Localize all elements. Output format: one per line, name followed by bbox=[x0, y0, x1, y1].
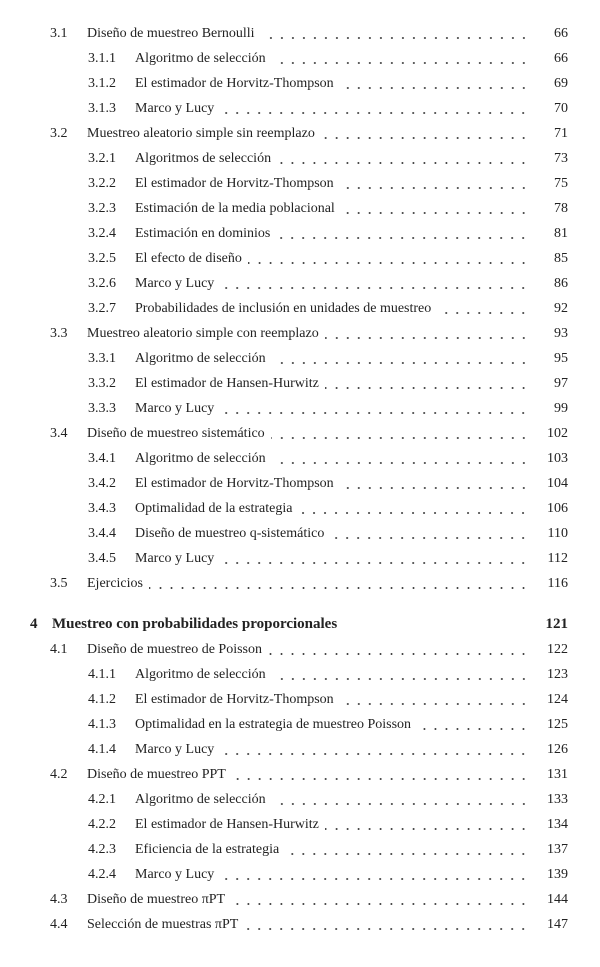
dot-leader bbox=[330, 527, 532, 541]
dot-leader bbox=[285, 843, 532, 857]
dot-leader bbox=[298, 502, 532, 516]
entry-page-number: 66 bbox=[554, 50, 568, 66]
entry-number: 3.3 bbox=[50, 325, 68, 341]
entry-title: Optimalidad de la estrategia bbox=[135, 500, 293, 516]
dot-leader bbox=[268, 643, 532, 657]
toc-section-entry[interactable] bbox=[0, 321, 600, 346]
toc-subsection-entry[interactable] bbox=[0, 787, 600, 812]
entry-number: 3.3.2 bbox=[88, 375, 116, 391]
entry-title: El estimador de Horvitz-Thompson bbox=[135, 75, 334, 91]
toc-subsection-entry[interactable] bbox=[0, 737, 600, 762]
entry-page-number: 137 bbox=[547, 841, 568, 857]
dot-leader bbox=[325, 377, 532, 391]
entry-number: 3.2.5 bbox=[88, 250, 116, 266]
toc-subsection-entry[interactable] bbox=[0, 96, 600, 121]
toc-section-entry[interactable] bbox=[0, 762, 600, 787]
entry-page-number: 134 bbox=[547, 816, 568, 832]
dot-leader bbox=[276, 227, 532, 241]
entry-number: 3.4 bbox=[50, 425, 68, 441]
dot-leader bbox=[220, 868, 532, 882]
toc-subsection-entry[interactable] bbox=[0, 862, 600, 887]
entry-number: 4.2.1 bbox=[88, 791, 116, 807]
entry-title: Selección de muestras πPT bbox=[87, 916, 239, 932]
entry-title: Algoritmo de selección bbox=[135, 350, 266, 366]
entry-title: Ejercicios bbox=[87, 575, 143, 591]
entry-page-number: 125 bbox=[547, 716, 568, 732]
entry-number: 3.2.1 bbox=[88, 150, 116, 166]
entry-number: 3.1.3 bbox=[88, 100, 116, 116]
dot-leader bbox=[340, 177, 532, 191]
dot-leader bbox=[220, 277, 532, 291]
entry-number: 4.3 bbox=[50, 891, 68, 907]
entry-page-number: 95 bbox=[554, 350, 568, 366]
toc-subsection-entry[interactable] bbox=[0, 171, 600, 196]
entry-page-number: 139 bbox=[547, 866, 568, 882]
entry-page-number: 133 bbox=[547, 791, 568, 807]
toc-subsection-entry[interactable] bbox=[0, 221, 600, 246]
toc-section-entry[interactable] bbox=[0, 637, 600, 662]
entry-number: 3.1 bbox=[50, 25, 68, 41]
entry-title: Marco y Lucy bbox=[135, 741, 215, 757]
entry-number: 4.1.3 bbox=[88, 716, 116, 732]
entry-title: Diseño de muestreo de Poisson bbox=[87, 641, 262, 657]
entry-number: 3.2.6 bbox=[88, 275, 116, 291]
toc-subsection-entry[interactable] bbox=[0, 496, 600, 521]
dot-leader bbox=[272, 352, 532, 366]
entry-page-number: 85 bbox=[554, 250, 568, 266]
toc-section-entry[interactable] bbox=[0, 887, 600, 912]
dot-leader bbox=[325, 818, 532, 832]
entry-number: 3.3.3 bbox=[88, 400, 116, 416]
entry-number: 3.4.5 bbox=[88, 550, 116, 566]
entry-title: El estimador de Horvitz-Thompson bbox=[135, 691, 334, 707]
entry-title: Marco y Lucy bbox=[135, 100, 215, 116]
dot-leader bbox=[272, 668, 532, 682]
dot-leader bbox=[220, 102, 532, 116]
entry-page-number: 103 bbox=[547, 450, 568, 466]
entry-number: 4.2.4 bbox=[88, 866, 116, 882]
dot-leader bbox=[341, 202, 532, 216]
toc-subsection-entry[interactable] bbox=[0, 346, 600, 371]
toc-subsection-entry[interactable] bbox=[0, 46, 600, 71]
entry-number: 4.2.3 bbox=[88, 841, 116, 857]
toc-section-entry[interactable] bbox=[0, 912, 600, 937]
entry-title: El estimador de Hansen-Hurwitz bbox=[135, 375, 319, 391]
entry-page-number: 102 bbox=[547, 425, 568, 441]
entry-title: Optimalidad en la estrategia de muestreo Poisson bbox=[135, 716, 412, 732]
entry-page-number: 66 bbox=[554, 25, 568, 41]
entry-number: 4.4 bbox=[50, 916, 68, 932]
toc-subsection-entry[interactable] bbox=[0, 662, 600, 687]
entry-page-number: 116 bbox=[547, 575, 568, 591]
toc-subsection-entry[interactable] bbox=[0, 812, 600, 837]
toc-subsection-entry[interactable] bbox=[0, 837, 600, 862]
entry-title: El estimador de Horvitz-Thompson bbox=[135, 475, 334, 491]
entry-number: 4.2.2 bbox=[88, 816, 116, 832]
entry-number: 3.2.7 bbox=[88, 300, 116, 316]
entry-number: 3.4.3 bbox=[88, 500, 116, 516]
entry-number: 3.1.2 bbox=[88, 75, 116, 91]
dot-leader bbox=[272, 452, 532, 466]
entry-title: Diseño de muestreo Bernoulli bbox=[87, 25, 255, 41]
entry-page-number: 131 bbox=[547, 766, 568, 782]
entry-title: El efecto de diseño bbox=[135, 250, 242, 266]
entry-page-number: 71 bbox=[554, 125, 568, 141]
toc-subsection-entry[interactable] bbox=[0, 471, 600, 496]
toc-subsection-entry[interactable] bbox=[0, 446, 600, 471]
dot-leader bbox=[325, 327, 532, 341]
entry-page-number: 70 bbox=[554, 100, 568, 116]
dot-leader bbox=[340, 477, 532, 491]
dot-leader bbox=[340, 693, 532, 707]
entry-page-number: 93 bbox=[554, 325, 568, 341]
entry-title: Algoritmos de selección bbox=[135, 150, 272, 166]
entry-title: Estimación de la media poblacional bbox=[135, 200, 335, 216]
toc-subsection-entry[interactable] bbox=[0, 196, 600, 221]
entry-title: Marco y Lucy bbox=[135, 866, 215, 882]
dot-leader bbox=[220, 743, 532, 757]
entry-title: Algoritmo de selección bbox=[135, 666, 266, 682]
dot-leader bbox=[417, 718, 532, 732]
entry-title: Probabilidades de inclusión en unidades de muestreo bbox=[135, 300, 432, 316]
dot-leader bbox=[220, 552, 532, 566]
entry-title: Marco y Lucy bbox=[135, 550, 215, 566]
dot-leader bbox=[277, 152, 532, 166]
entry-page-number: 110 bbox=[547, 525, 568, 541]
entry-title: Algoritmo de selección bbox=[135, 450, 266, 466]
entry-title: Diseño de muestreo PPT bbox=[87, 766, 226, 782]
entry-number: 4.2 bbox=[50, 766, 68, 782]
dot-leader bbox=[343, 618, 532, 632]
entry-title: Algoritmo de selección bbox=[135, 50, 266, 66]
toc-section-entry[interactable] bbox=[0, 21, 600, 46]
toc-section-entry[interactable] bbox=[0, 121, 600, 146]
toc-section-entry[interactable] bbox=[0, 421, 600, 446]
entry-number: 4 bbox=[30, 616, 38, 632]
entry-title: Eficiencia de la estrategia bbox=[135, 841, 280, 857]
entry-number: 3.4.4 bbox=[88, 525, 116, 541]
entry-title: El estimador de Horvitz-Thompson bbox=[135, 175, 334, 191]
entry-page-number: 106 bbox=[547, 500, 568, 516]
entry-number: 3.2.2 bbox=[88, 175, 116, 191]
entry-title: Estimación en dominios bbox=[135, 225, 271, 241]
entry-number: 4.1 bbox=[50, 641, 68, 657]
dot-leader bbox=[248, 252, 532, 266]
dot-leader bbox=[261, 27, 532, 41]
dot-leader bbox=[244, 918, 532, 932]
toc-subsection-entry[interactable] bbox=[0, 246, 600, 271]
entry-title: Marco y Lucy bbox=[135, 275, 215, 291]
dot-leader bbox=[271, 427, 532, 441]
dot-leader bbox=[340, 77, 532, 91]
entry-title: Algoritmo de selección bbox=[135, 791, 266, 807]
entry-page-number: 126 bbox=[547, 741, 568, 757]
entry-page-number: 121 bbox=[545, 616, 568, 632]
entry-page-number: 92 bbox=[554, 300, 568, 316]
toc-chapter-entry[interactable] bbox=[0, 612, 600, 637]
entry-title: Muestreo aleatorio simple sin reemplazo bbox=[87, 125, 315, 141]
dot-leader bbox=[272, 52, 532, 66]
entry-title: Diseño de muestreo πPT bbox=[87, 891, 226, 907]
entry-title: Muestreo aleatorio simple con reemplazo bbox=[87, 325, 319, 341]
entry-page-number: 86 bbox=[554, 275, 568, 291]
entry-page-number: 104 bbox=[547, 475, 568, 491]
dot-leader bbox=[272, 793, 532, 807]
entry-page-number: 73 bbox=[554, 150, 568, 166]
dot-leader bbox=[232, 768, 532, 782]
dot-leader bbox=[220, 402, 532, 416]
entry-page-number: 69 bbox=[554, 75, 568, 91]
dot-leader bbox=[437, 302, 532, 316]
entry-title: Diseño de muestreo sistemático bbox=[87, 425, 265, 441]
entry-page-number: 124 bbox=[547, 691, 568, 707]
entry-page-number: 147 bbox=[547, 916, 568, 932]
entry-page-number: 99 bbox=[554, 400, 568, 416]
entry-page-number: 122 bbox=[547, 641, 568, 657]
entry-number: 3.3.1 bbox=[88, 350, 116, 366]
toc-subsection-entry[interactable] bbox=[0, 687, 600, 712]
toc-section-entry[interactable] bbox=[0, 571, 600, 596]
entry-number: 3.5 bbox=[50, 575, 68, 591]
entry-number: 4.1.4 bbox=[88, 741, 116, 757]
dot-leader bbox=[231, 893, 532, 907]
entry-number: 3.2.3 bbox=[88, 200, 116, 216]
entry-number: 3.2.4 bbox=[88, 225, 116, 241]
entry-number: 3.4.1 bbox=[88, 450, 116, 466]
toc-subsection-entry[interactable] bbox=[0, 396, 600, 421]
entry-page-number: 75 bbox=[554, 175, 568, 191]
entry-number: 4.1.1 bbox=[88, 666, 116, 682]
toc-subsection-entry[interactable] bbox=[0, 271, 600, 296]
table-of-contents bbox=[0, 21, 600, 937]
toc-subsection-entry[interactable] bbox=[0, 521, 600, 546]
entry-number: 3.4.2 bbox=[88, 475, 116, 491]
toc-subsection-entry[interactable] bbox=[0, 371, 600, 396]
entry-title: Marco y Lucy bbox=[135, 400, 215, 416]
entry-title: Diseño de muestreo q-sistemático bbox=[135, 525, 325, 541]
toc-subsection-entry[interactable] bbox=[0, 146, 600, 171]
toc-subsection-entry[interactable] bbox=[0, 71, 600, 96]
entry-page-number: 81 bbox=[554, 225, 568, 241]
entry-title: Muestreo con probabilidades proporcionales bbox=[52, 616, 338, 632]
dot-leader bbox=[149, 577, 532, 591]
entry-page-number: 112 bbox=[547, 550, 568, 566]
dot-leader bbox=[321, 127, 532, 141]
entry-number: 3.2 bbox=[50, 125, 68, 141]
entry-number: 4.1.2 bbox=[88, 691, 116, 707]
entry-page-number: 97 bbox=[554, 375, 568, 391]
entry-number: 3.1.1 bbox=[88, 50, 116, 66]
entry-page-number: 78 bbox=[554, 200, 568, 216]
toc-subsection-entry[interactable] bbox=[0, 546, 600, 571]
toc-subsection-entry[interactable] bbox=[0, 296, 600, 321]
entry-page-number: 144 bbox=[547, 891, 568, 907]
toc-subsection-entry[interactable] bbox=[0, 712, 600, 737]
entry-title: El estimador de Hansen-Hurwitz bbox=[135, 816, 319, 832]
entry-page-number: 123 bbox=[547, 666, 568, 682]
